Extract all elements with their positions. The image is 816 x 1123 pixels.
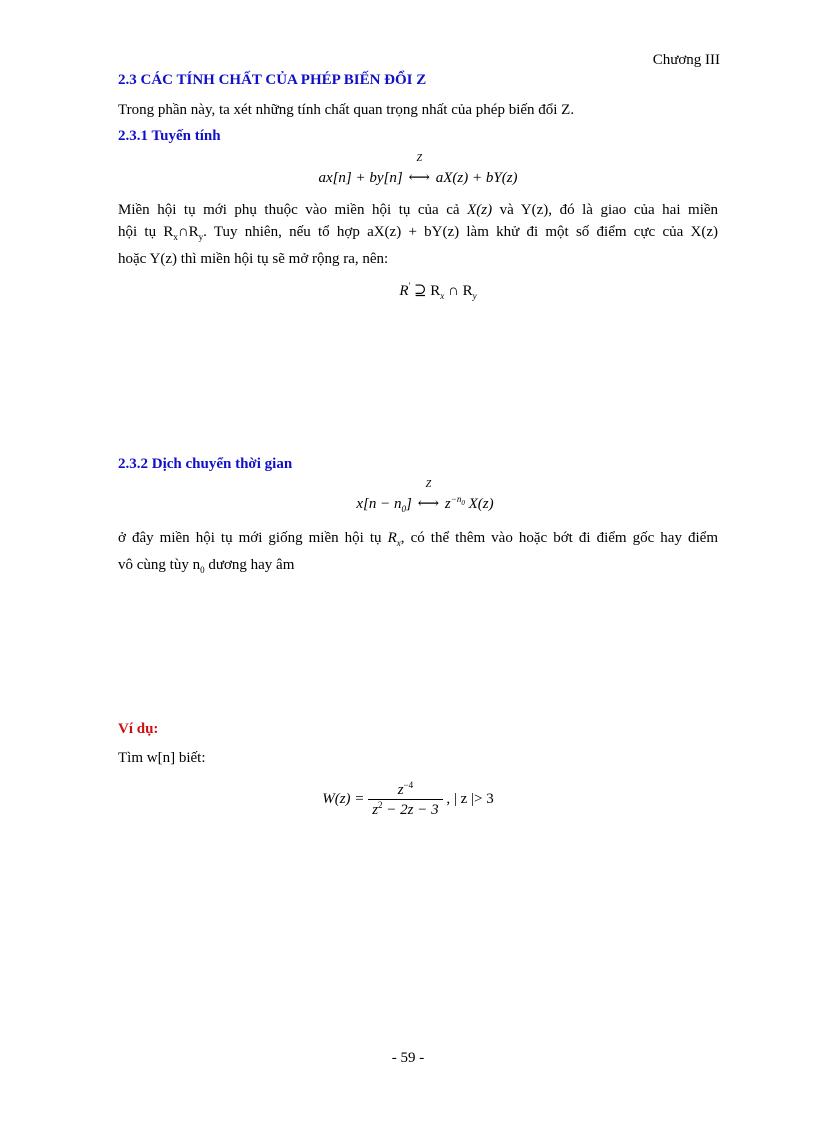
page-number: - 59 - xyxy=(391,1050,425,1066)
subsection-linear-title: 2.3.1 Tuyến tính xyxy=(118,128,221,144)
shift-paragraph xyxy=(118,527,718,581)
fraction-denominator: $z^2 - 2z - 3$ xyxy=(368,799,442,819)
example-equation: W(z) = $\frac{z^{-4}}{z^2 - 2z - 3}$ , | z |> 3 xyxy=(322,780,494,818)
linearity-eq-left: ax[n] + by[n] xyxy=(318,170,403,186)
example-task: Tìm w[n] biết: xyxy=(118,750,206,766)
arrow-label: Z xyxy=(416,153,423,164)
transform-arrow xyxy=(406,153,432,187)
linear-line-2: hội tụ $R_x\cap R_y$. Tuy nhiên, nếu tổ hợp aX(z) + bY(z) làm khử đi một số điểm cực của X(z) xyxy=(118,224,718,242)
fraction-numerator: $z^{-4}$ xyxy=(397,780,414,798)
shift-line-2: vô cùng tùy $n_0$ dương hay âm xyxy=(118,557,295,575)
linear-line-3: hoặc Y(z) thì miền hội tụ sẽ mở rộng ra, nên: xyxy=(118,251,389,267)
chapter-header: Chương III xyxy=(652,52,720,68)
subsection-shift-title: 2.3.2 Dịch chuyển thời gian xyxy=(118,456,293,472)
shift-line-1: ở đây miền hội tụ mới giống miền hội tụ $R_x$, có thể thêm vào hoặc bớt đi điểm gốc hay điểm xyxy=(118,530,718,548)
double-arrow-icon: ⟷ xyxy=(408,170,430,186)
double-arrow-icon: ⟷ xyxy=(417,496,440,512)
transform-arrow xyxy=(416,479,442,513)
example-title: Ví dụ: xyxy=(118,721,159,737)
linear-paragraph xyxy=(118,199,718,270)
linear-line-1: Miền hội tụ mới phụ thuộc vào miền hội tụ của cả X(z) và Y(z), đó là giao của hai miền xyxy=(118,202,719,218)
linearity-equation xyxy=(0,153,816,187)
section-intro: Trong phần này, ta xét những tính chất quan trọng nhất của phép biến đổi Z. xyxy=(118,102,575,118)
fraction xyxy=(368,780,442,819)
linearity-eq-right: aX(z) + bY(z) xyxy=(435,170,518,186)
roc-equation: R' ⊇ $R_x$ ∩ $R_y$ xyxy=(399,281,477,301)
shift-equation: $x[n - n_0]$ Z ⟷ $z^{-n_0}$ X(z) xyxy=(356,479,494,514)
arrow-label: Z xyxy=(425,479,432,490)
section-title: 2.3 CÁC TÍNH CHẤT CỦA PHÉP BIẾN ĐỔI Z xyxy=(118,72,427,88)
